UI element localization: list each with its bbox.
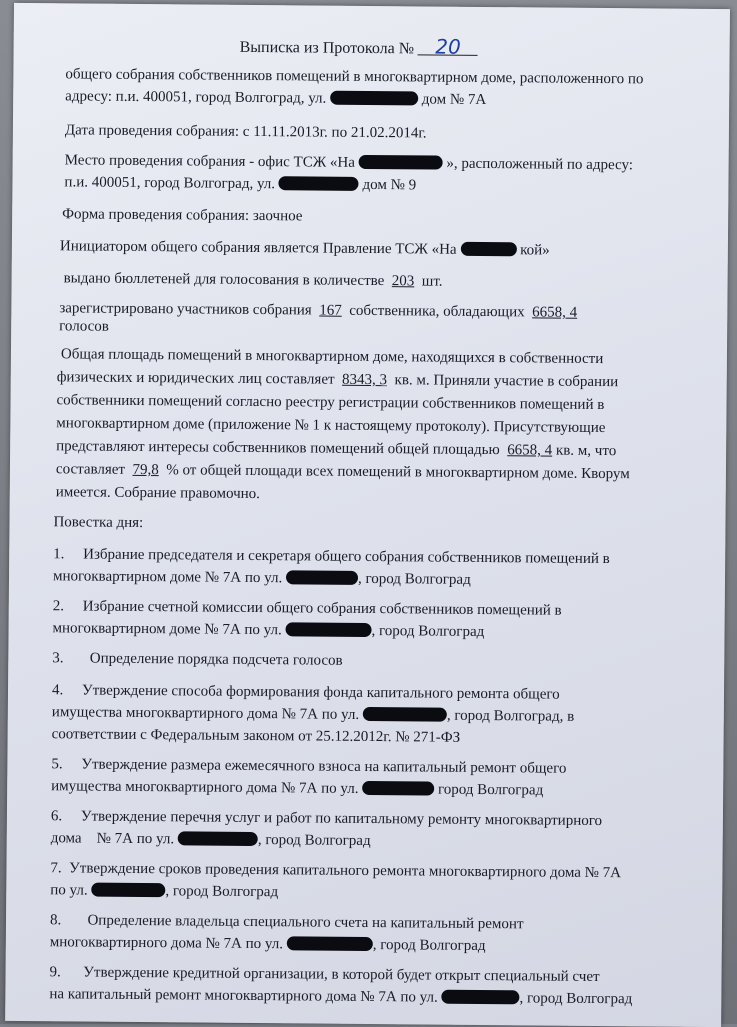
redaction-mark: [460, 242, 516, 256]
text-line: многоквартирном доме № 7А по ул. , город Волгоград: [52, 620, 485, 641]
text-line: п.и. 400051, город Волгоград, ул. дом № 9: [64, 174, 417, 194]
redaction-mark: [91, 883, 165, 898]
redaction-mark: [363, 707, 447, 722]
text-line: имущества многоквартирного дома № 7А по ул. , город Волгоград, в: [51, 704, 575, 725]
redaction-mark: [359, 155, 443, 170]
redaction-mark: [286, 570, 358, 585]
text-line: на капитальный ремонт многоквартирного дома № 7А по ул. , город Волгоград: [49, 986, 633, 1008]
text-line: голосов: [59, 318, 109, 335]
text-line: составляет 79,8 % от общей площади всех помещений в многоквартирном доме. Кворум: [55, 461, 630, 483]
agenda-item-8: 8. Определение владельца специального счета на капитальный ремонт: [49, 912, 524, 933]
text-line: имущества многоквартирного дома № 7А по ул. город Волгоград: [51, 778, 544, 799]
protocol-sheet: [5, 3, 730, 1027]
agenda-item-6: 6. Утверждение перечня услуг и работ по капитальному ремонту многоквартирного: [50, 808, 603, 830]
text-line: Форма проведения собрания: заочное: [62, 206, 303, 225]
document-title: [239, 34, 479, 59]
agenda-item-1: 1. Избрание председателя и секретаря общего собрания собственников помещений в: [53, 546, 610, 568]
handwritten-protocol-number: 20: [418, 38, 478, 56]
redaction-mark: [279, 176, 359, 191]
text-line: соответствии с Федеральным законом от 25.12.2012г. № 271-ФЗ: [51, 726, 461, 746]
redaction-mark: [330, 91, 418, 106]
text-line: Место проведения собрания - офис ТСЖ «На », расположенный по адресу:: [64, 152, 634, 174]
text-line: общего собрания собственников помещений в многоквартирном доме, расположенного по: [65, 66, 644, 88]
agenda-item-7: 7. Утверждение сроков проведения капитального ремонта многоквартирного дома № 7А: [50, 860, 622, 882]
agenda-item-3: 3. Определение порядка подсчета голосов: [52, 650, 343, 669]
text-line: зарегистрировано участников собрания 167 собственника, обладающих 6658, 4: [59, 300, 578, 321]
text-line: по ул. , город Волгоград: [50, 882, 279, 901]
agenda-item-4: 4. Утверждение способа формирования фонда капитального ремонта общего: [51, 682, 560, 703]
text-line: многоквартирном доме (приложение № 1 к настоящему протоколу). Присутствующие: [56, 415, 606, 437]
redaction-mark: [441, 990, 519, 1005]
redaction-mark: [178, 831, 258, 846]
text-line: выдано бюллетеней для голосования в количестве 203 шт.: [63, 270, 443, 290]
text-line: многоквартирного дома № 7А по ул. , город Волгоград: [49, 934, 486, 955]
text-line: физических и юридических лиц составляет 8343, 3 кв. м. Приняли участие в собрании: [56, 369, 619, 391]
agenda-item-2: 2. Избрание счетной комиссии общего собрания собственников помещений в: [52, 598, 562, 619]
text-line: адресу: п.и. 400051, город Волгоград, ул. дом № 7А: [65, 88, 487, 109]
redaction-mark: [362, 781, 434, 796]
agenda-item-5: 5. Утверждение размера ежемесячного взноса на капитальный ремонт общего: [51, 756, 567, 777]
text-line: собственники помещений согласно реестру регистрации собственников помещений в: [56, 392, 605, 414]
text-line: Дата проведения собрания: с 11.11.2013г. по 21.02.2014г.: [64, 122, 427, 142]
text-line: дома № 7А по ул. , город Волгоград: [50, 830, 371, 850]
agenda-heading: Повестка дня:: [53, 514, 144, 532]
text-line: представляют интересы собственников помещений общей площадью 6658, 4 кв. м, что: [56, 438, 617, 460]
redaction-mark: [285, 622, 371, 637]
text-line: Общая площадь помещений в многоквартирном доме, находящихся в собственности: [60, 346, 604, 368]
title-text: Выписка из Протокола №: [239, 38, 415, 58]
text-line: имеется. Собрание правомочно.: [55, 484, 261, 503]
agenda-item-9: 9. Утверждение кредитной организации, в которой будет открыт специальный счет: [49, 964, 600, 986]
text-line: многоквартирном доме № 7А по ул. , город Волгоград: [52, 568, 471, 588]
text-line: Инициатором общего собрания является Правление ТСЖ «На кой»: [59, 238, 550, 259]
redaction-mark: [287, 936, 373, 951]
